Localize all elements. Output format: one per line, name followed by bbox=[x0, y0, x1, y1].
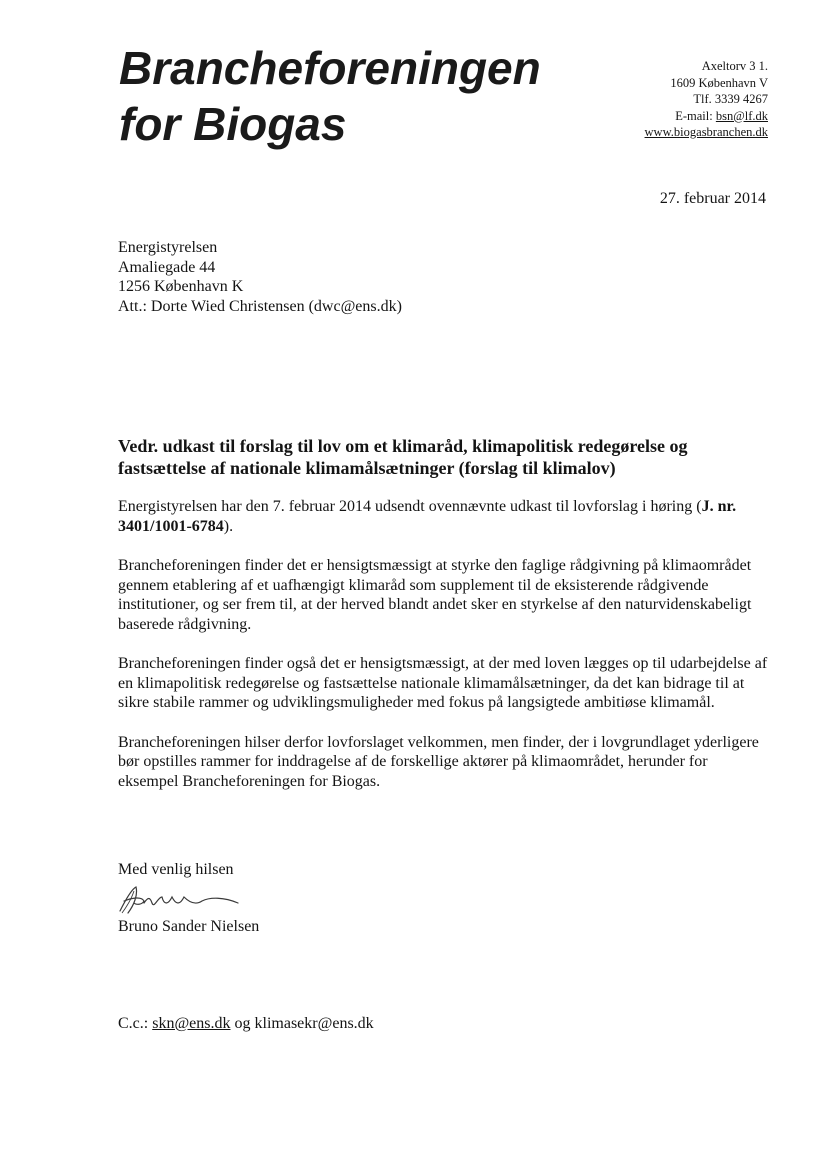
recipient-street: Amaliegade 44 bbox=[118, 258, 216, 276]
website-link[interactable]: www.biogasbranchen.dk bbox=[644, 125, 768, 139]
contact-address: Axeltorv 3 1. bbox=[701, 59, 768, 73]
paragraph-3: Brancheforeningen finder også det er hensigtsmæssigt, at der med loven lægges op til udarbejdelse af en klimapolitisk redegørelse og fastsættelse nationale klimamålsætninger, da det kan bidrage til at sikre stabile rammer og udviklingsmuligheder med fokus på langsigtede ambitiøse klimamål. bbox=[118, 655, 768, 711]
email-label: E-mail: bbox=[675, 108, 716, 123]
cc-email-2[interactable]: klimasekr@ens.dk bbox=[254, 1015, 374, 1032]
p1-text: Energistyrelsen har den 7. februar 2014 udsendt ovennævnte udkast til lovforslag i høring ( bbox=[118, 498, 702, 515]
recipient-city: 1256 København K bbox=[118, 278, 244, 295]
paragraph-4: Brancheforeningen hilser derfor lovforslaget velkommen, men finder, der i lovgrundlaget yderligere bør opstilles rammer for inddragelse af de forskellige aktører på klimaområdet, herunder for eksempel Brancheforeningen for Biogas. bbox=[118, 733, 759, 790]
p1-end: ). bbox=[223, 517, 234, 535]
contact-email-link[interactable]: bsn@lf.dk bbox=[715, 108, 768, 123]
signature-image bbox=[114, 883, 254, 919]
contact-phone: Tlf. 3339 4267 bbox=[693, 92, 768, 106]
recipient-name: Energistyrelsen bbox=[118, 239, 218, 256]
paragraph-1 bbox=[118, 497, 768, 536]
contact-city: 1609 København V bbox=[670, 75, 768, 90]
reference-number: J. nr. 3401/1001-6784 bbox=[118, 498, 737, 535]
letterhead-logo bbox=[119, 40, 639, 152]
cc-joiner: og bbox=[230, 1015, 255, 1032]
closing-phrase: Med venlig hilsen bbox=[118, 861, 234, 878]
recipient-att: Att.: Dorte Wied Christensen (dwc@ens.dk) bbox=[118, 297, 402, 315]
paragraph-2: Brancheforeningen finder det er hensigtsmæssigt at styrke den faglige rådgivning på klimaområdet gennem etablering af et uafhængigt klimaråd som supplement til de eksisterende rådgivende institutioner, og ser frem til, at der herved blandt andet sker en styrkelse af den naturvidenskabeligt baserede rådgivning. bbox=[118, 557, 752, 633]
cc-label: C.c.: bbox=[118, 1015, 153, 1032]
contact-email-line bbox=[645, 108, 768, 125]
subject-heading: Vedr. udkast til forslag til lov om et klimaråd, klimapolitisk redegørelse og fastsættelse af nationale klimamålsætninger (forslag til klimalov) bbox=[118, 436, 688, 478]
logo-line-2: for Biogas bbox=[119, 98, 347, 150]
contact-block bbox=[645, 58, 768, 141]
letter-date: 27. februar 2014 bbox=[659, 190, 766, 207]
logo-line-1: Brancheforeningen bbox=[119, 42, 541, 94]
signatory-name: Bruno Sander Nielsen bbox=[118, 918, 260, 935]
cc-email-1[interactable]: skn@ens.dk bbox=[152, 1015, 231, 1032]
cc-line bbox=[118, 1015, 374, 1033]
letter-body bbox=[118, 497, 768, 811]
recipient-address bbox=[118, 238, 402, 316]
